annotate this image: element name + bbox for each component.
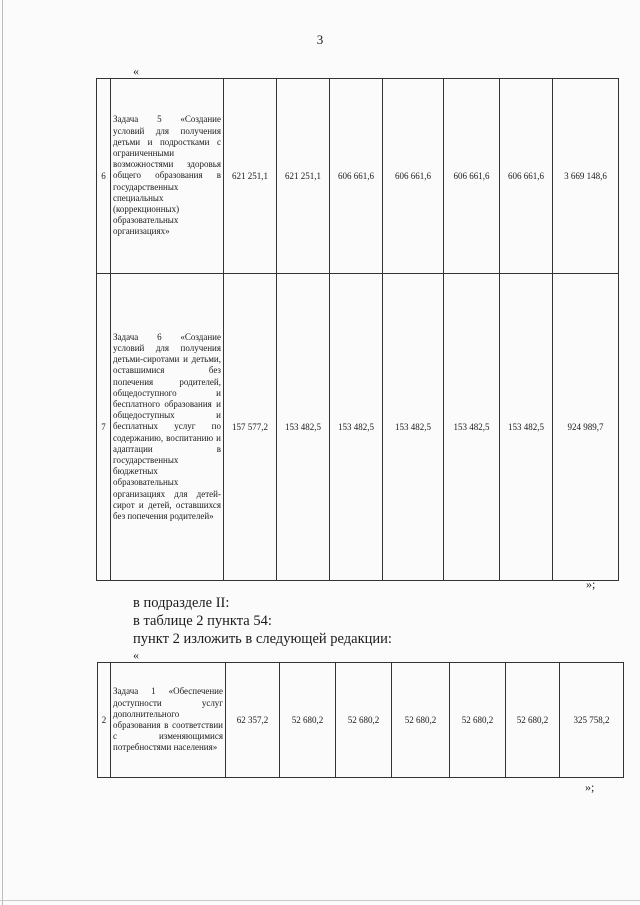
row-number: 2 [98, 663, 111, 778]
task-description [111, 663, 226, 778]
total-cell: 924 989,7 [553, 274, 619, 581]
table-row [98, 663, 624, 778]
total-cell: 325 758,2 [560, 663, 624, 778]
amendment-table-1 [96, 78, 619, 581]
value-cell: 621 251,1 [224, 79, 277, 274]
task-description [111, 79, 224, 274]
task-text: Задача 5 «Создание условий для получения детьми и подростками с ограниченными возможностями здоровья общего образования в государственных специальных (коррекционных) образовательных организациях» [113, 114, 221, 237]
value-cell: 153 482,5 [330, 274, 383, 581]
value-cell: 153 482,5 [277, 274, 330, 581]
table-row [97, 274, 619, 581]
value-cell: 153 482,5 [500, 274, 553, 581]
value-cell: 52 680,2 [280, 663, 336, 778]
quote-open: « [133, 648, 139, 662]
scan-bottom-line [0, 900, 640, 901]
total-cell: 3 669 148,6 [553, 79, 619, 274]
value-cell: 153 482,5 [383, 274, 444, 581]
value-cell: 52 680,2 [506, 663, 560, 778]
value-cell: 157 577,2 [224, 274, 277, 581]
value-cell: 153 482,5 [444, 274, 500, 581]
instruction-line: пункт 2 изложить в следующей редакции: [133, 631, 392, 647]
table-row [97, 79, 619, 274]
value-cell: 606 661,6 [500, 79, 553, 274]
instruction-line: в таблице 2 пункта 54: [133, 613, 272, 629]
value-cell: 62 357,2 [226, 663, 280, 778]
value-cell: 52 680,2 [450, 663, 506, 778]
value-cell: 606 661,6 [330, 79, 383, 274]
value-cell: 606 661,6 [383, 79, 444, 274]
task-description [111, 274, 224, 581]
task-text: Задача 1 «Обеспечение доступности услуг дополнительного образования в соответствии с изменяющимися потребностями населения» [113, 686, 223, 753]
scan-edge-line [2, 0, 3, 905]
row-number: 7 [97, 274, 111, 581]
quote-close: »; [585, 780, 595, 794]
row-number: 6 [97, 79, 111, 274]
instruction-line: в подразделе II: [133, 595, 230, 611]
value-cell: 621 251,1 [277, 79, 330, 274]
task-text: Задача 6 «Создание условий для получения детьми-сиротами и детьми, оставшимися без попечения родителей, общедоступного и бесплатного образования и общедоступных и бесплатных услуг по содержанию, воспитанию и адаптации в государственных бюджетных образовательных организациях для детей-сирот и детей, оставшихся без попечения родителей» [113, 331, 221, 522]
value-cell: 606 661,6 [444, 79, 500, 274]
amendment-table-2 [97, 662, 624, 778]
value-cell: 52 680,2 [392, 663, 450, 778]
value-cell: 52 680,2 [336, 663, 392, 778]
quote-open: « [133, 64, 139, 78]
page-number: 3 [316, 32, 324, 47]
quote-close: »; [586, 577, 596, 591]
